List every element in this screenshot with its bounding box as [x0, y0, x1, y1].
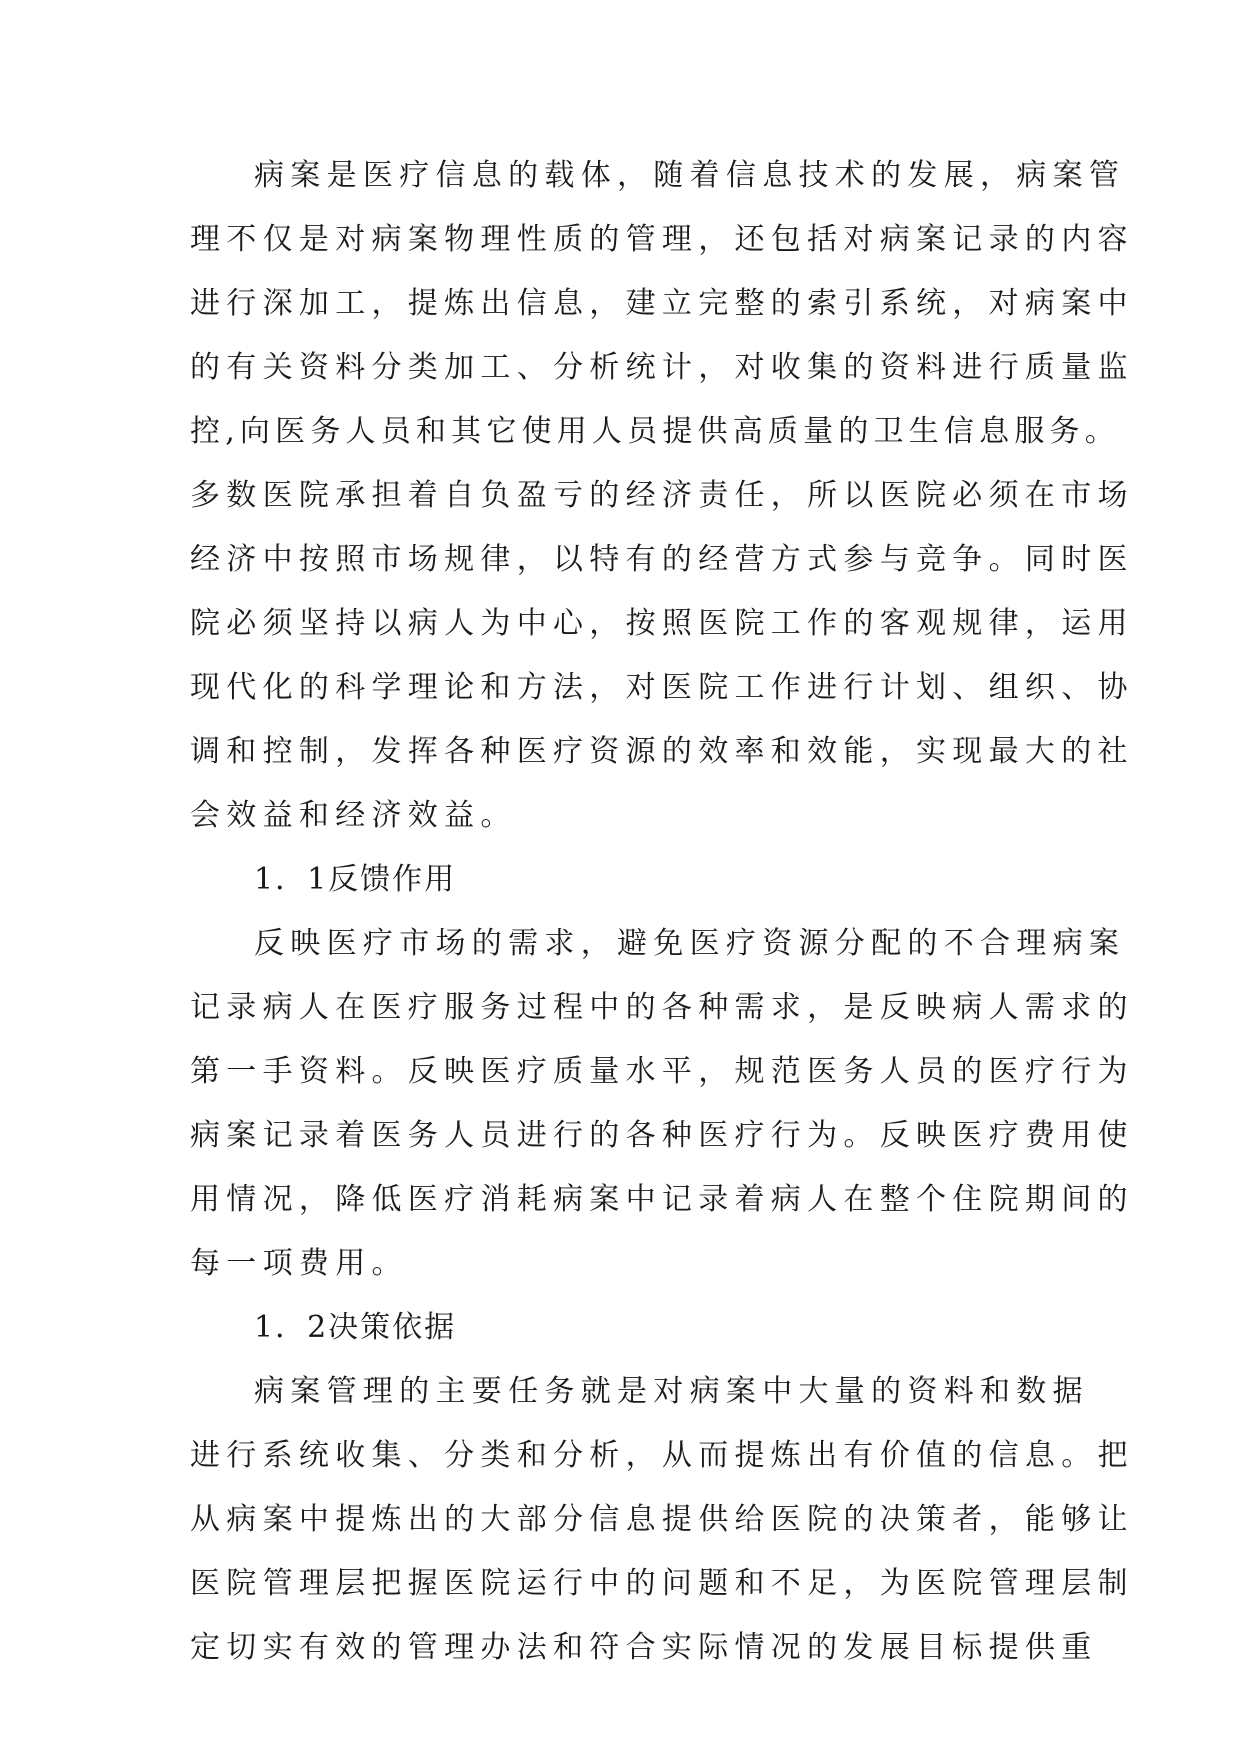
- paragraph-line: 第一手资料。反映医疗质量水平，规范医务人员的医疗行为: [190, 1054, 1134, 1089]
- paragraph-line: 用情况，降低医疗消耗病案中记录着病人在整个住院期间的: [190, 1182, 1134, 1217]
- section-heading: 1．1反馈作用: [254, 862, 457, 897]
- section-heading: 1．2决策依据: [254, 1310, 457, 1345]
- paragraph-line: 每一项费用。: [190, 1246, 408, 1281]
- paragraph-line: 进行深加工，提炼出信息，建立完整的索引系统，对病案中: [190, 286, 1134, 321]
- paragraph-line: 病案是医疗信息的载体，随着信息技术的发展，病案管: [254, 158, 1126, 193]
- paragraph-line: 进行系统收集、分类和分析，从而提炼出有价值的信息。把: [190, 1438, 1134, 1473]
- paragraph-line: 经济中按照市场规律，以特有的经营方式参与竞争。同时医: [190, 542, 1134, 577]
- paragraph-line: 的有关资料分类加工、分析统计，对收集的资料进行质量监: [190, 350, 1134, 385]
- paragraph-line: 调和控制，发挥各种医疗资源的效率和效能，实现最大的社: [190, 734, 1134, 769]
- paragraph-line: 从病案中提炼出的大部分信息提供给医院的决策者，能够让: [190, 1502, 1134, 1537]
- paragraph-line: 记录病人在医疗服务过程中的各种需求，是反映病人需求的: [190, 990, 1134, 1025]
- paragraph-line: 医院管理层把握医院运行中的问题和不足，为医院管理层制: [190, 1566, 1134, 1601]
- paragraph-line: 现代化的科学理论和方法，对医院工作进行计划、组织、协: [190, 670, 1134, 705]
- paragraph-line: 定切实有效的管理办法和符合实际情况的发展目标提供重: [190, 1630, 1098, 1665]
- paragraph-line: 病案管理的主要任务就是对病案中大量的资料和数据: [254, 1374, 1089, 1409]
- paragraph-line: 理不仅是对病案物理性质的管理，还包括对病案记录的内容: [190, 222, 1134, 257]
- paragraph-line: 会效益和经济效益。: [190, 798, 517, 833]
- paragraph-line: 反映医疗市场的需求，避免医疗资源分配的不合理病案: [254, 926, 1126, 961]
- paragraph-line: 病案记录着医务人员进行的各种医疗行为。反映医疗费用使: [190, 1118, 1134, 1153]
- paragraph-line: 院必须坚持以病人为中心，按照医院工作的客观规律，运用: [190, 606, 1134, 641]
- paragraph-line: 多数医院承担着自负盈亏的经济责任，所以医院必须在市场: [190, 478, 1134, 513]
- paragraph-line: 控,向医务人员和其它使用人员提供高质量的卫生信息服务。: [190, 414, 1120, 449]
